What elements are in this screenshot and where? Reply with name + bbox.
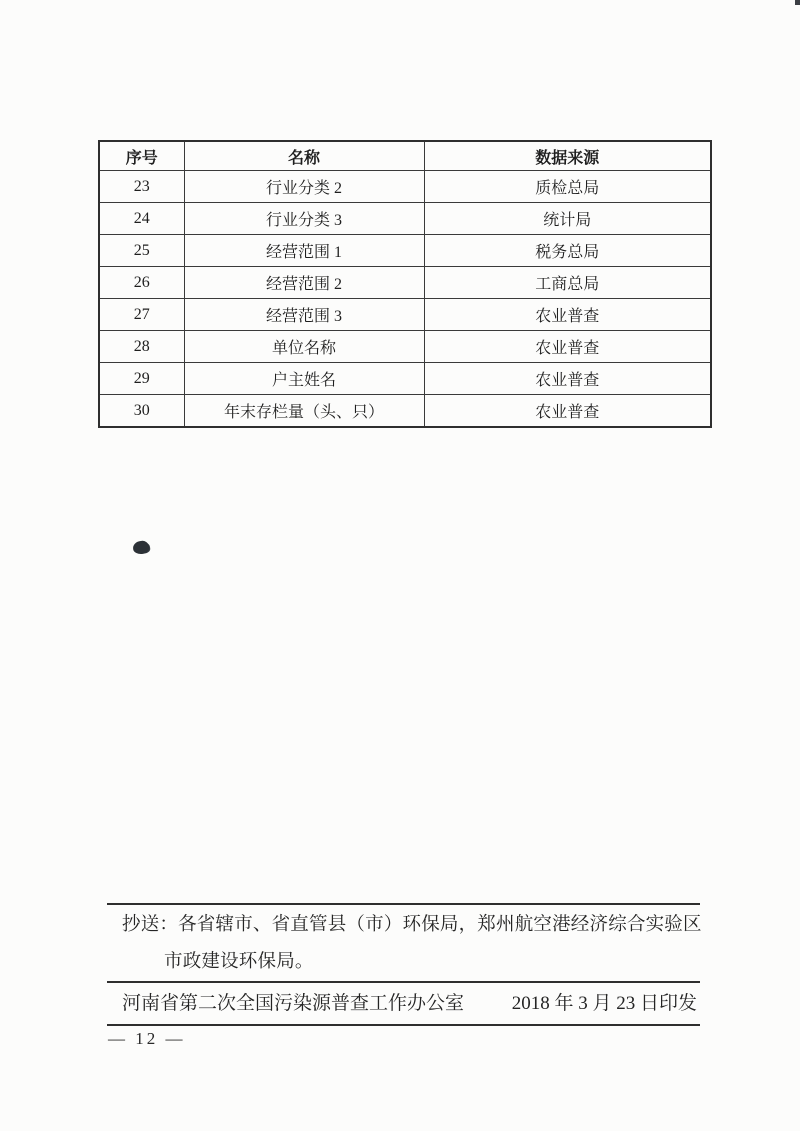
- cell-name: 户主姓名: [184, 363, 424, 395]
- table-row: [99, 267, 711, 299]
- colophon-rule-bottom: [107, 1024, 700, 1026]
- colophon-issuer-row: [122, 987, 697, 1021]
- issue-date: 2018 年 3 月 23 日印发: [511, 993, 697, 1014]
- table-row: [99, 395, 711, 428]
- cell-name: 经营范围 1: [184, 235, 424, 267]
- column-header-serial: 序号: [99, 141, 184, 171]
- cc-note: [122, 907, 712, 981]
- cell-source: 农业普查: [424, 395, 711, 428]
- issuing-office: 河南省第二次全国污染源普查工作办公室: [122, 993, 465, 1014]
- cc-note-line2: 市政建设环保局。: [164, 952, 314, 972]
- cell-serial: 29: [99, 363, 184, 395]
- cell-source: 工商总局: [424, 267, 711, 299]
- cell-source: 农业普查: [424, 331, 711, 363]
- table-header-row: [99, 141, 711, 171]
- cell-serial: 23: [99, 171, 184, 203]
- column-header-name: 名称: [184, 141, 424, 171]
- ink-blot-mark: [132, 540, 150, 555]
- cell-name: 年末存栏量（头、只）: [184, 395, 424, 428]
- data-source-table: [98, 140, 712, 428]
- cell-source: 统计局: [424, 203, 711, 235]
- scan-artifact-corner: [795, 0, 800, 5]
- column-header-source: 数据来源: [424, 141, 711, 171]
- cell-source: 农业普查: [424, 299, 711, 331]
- cell-name: 行业分类 2: [184, 171, 424, 203]
- cell-serial: 25: [99, 235, 184, 267]
- table-row: [99, 299, 711, 331]
- cell-serial: 24: [99, 203, 184, 235]
- cell-source: 农业普查: [424, 363, 711, 395]
- cell-name: 行业分类 3: [184, 203, 424, 235]
- cell-name: 经营范围 3: [184, 299, 424, 331]
- cell-serial: 26: [99, 267, 184, 299]
- table-row: [99, 331, 711, 363]
- cell-serial: 28: [99, 331, 184, 363]
- cell-source: 税务总局: [424, 235, 711, 267]
- table-row: [99, 171, 711, 203]
- table-row: [99, 235, 711, 267]
- colophon-rule-top: [107, 903, 700, 905]
- table-row: [99, 363, 711, 395]
- page-number: — 12 —: [108, 1029, 186, 1048]
- cc-note-line1: 抄送：各省辖市、省直管县（市）环保局，郑州航空港经济综合实验区: [122, 915, 702, 935]
- cell-name: 经营范围 2: [184, 267, 424, 299]
- cell-source: 质检总局: [424, 171, 711, 203]
- cell-serial: 30: [99, 395, 184, 428]
- cell-serial: 27: [99, 299, 184, 331]
- table-row: [99, 203, 711, 235]
- colophon-rule-middle: [107, 981, 700, 983]
- cell-name: 单位名称: [184, 331, 424, 363]
